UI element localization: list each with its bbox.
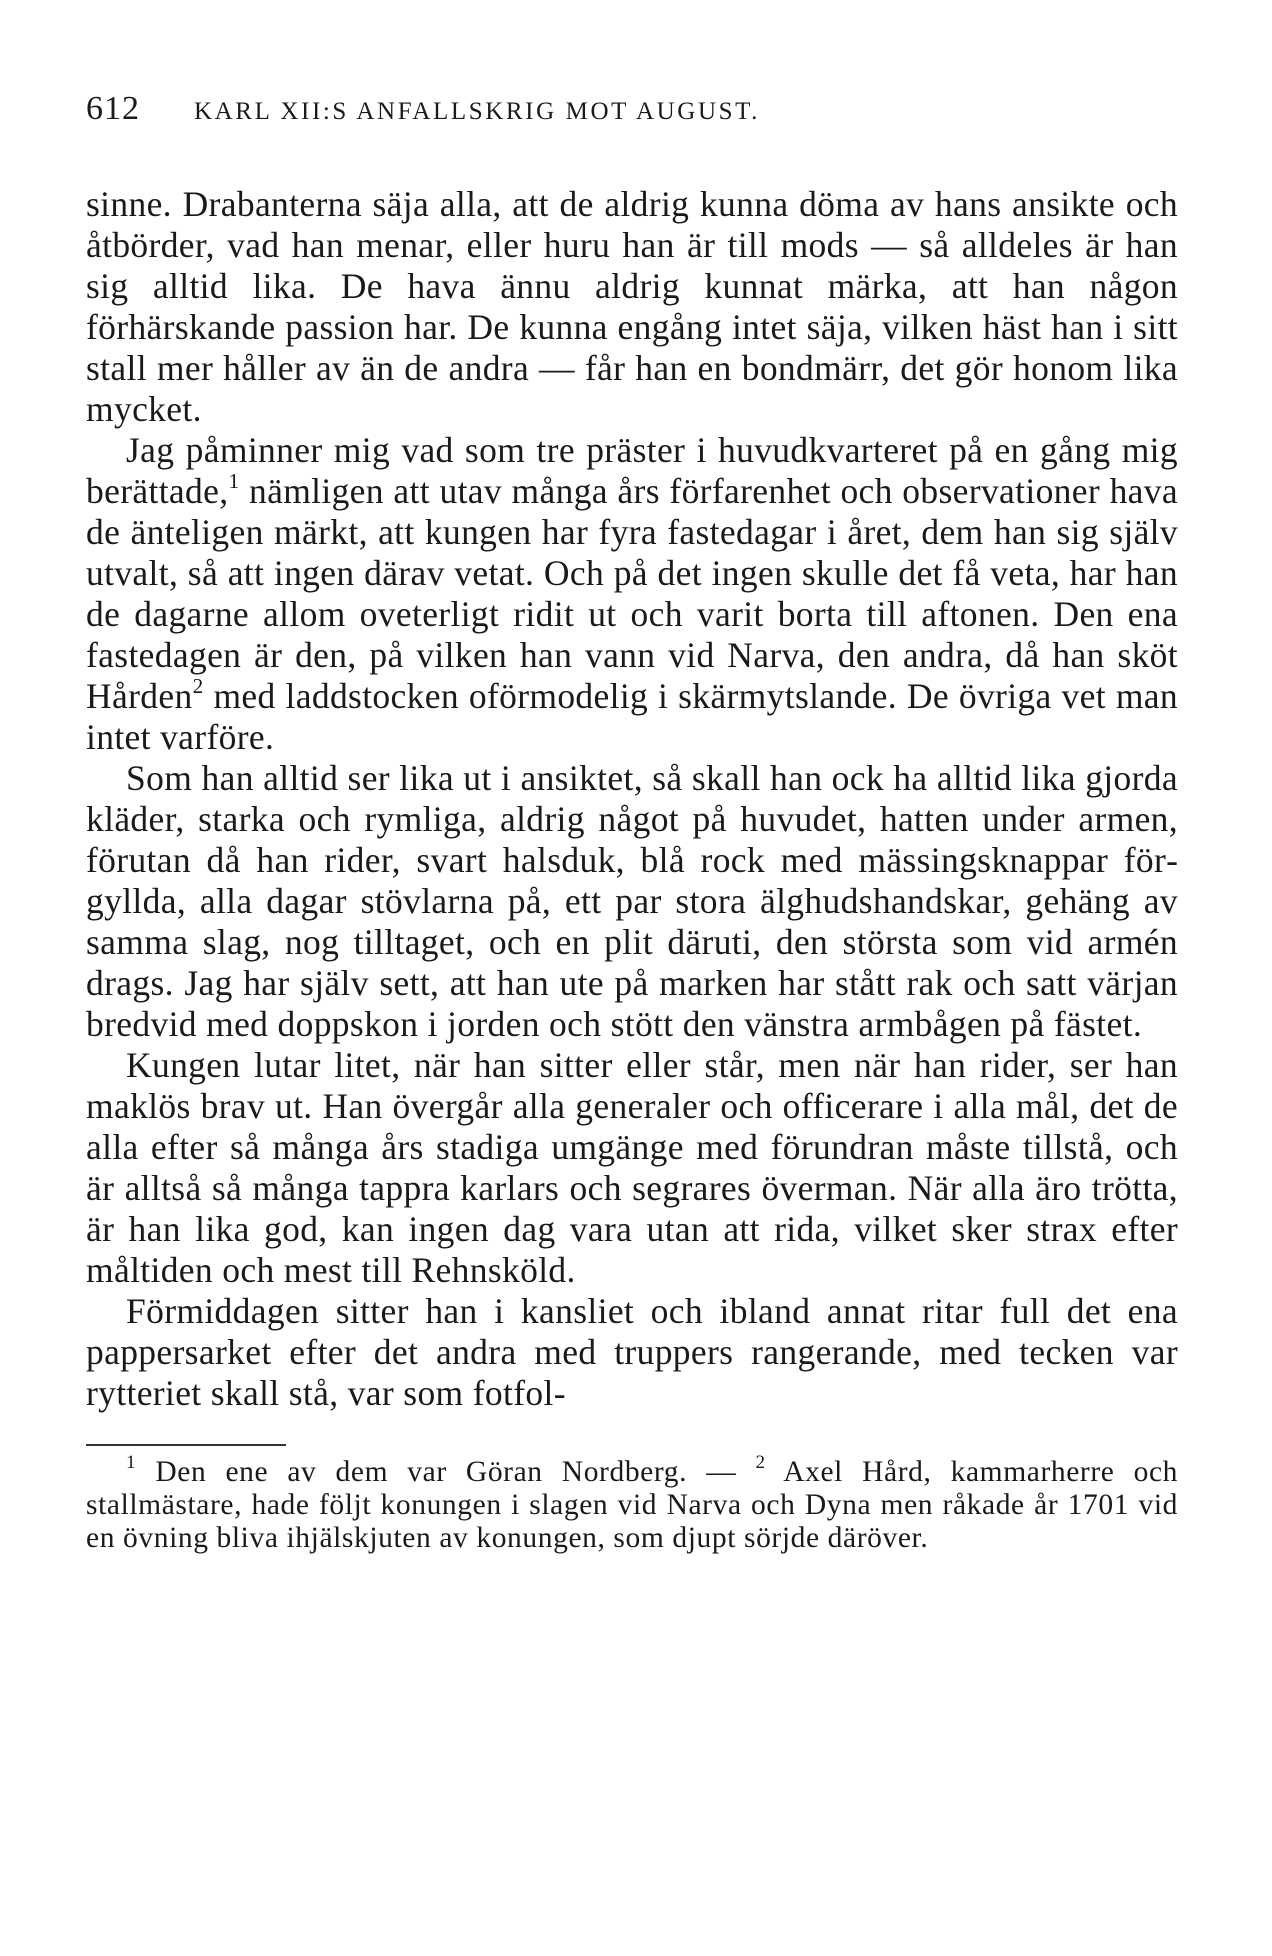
body-text	[86, 184, 1178, 1414]
paragraph-text: med laddstocken oförmodelig i skärmytslande. De övriga vet man intet varföre.	[86, 676, 1178, 757]
paragraph: Kungen lutar litet, när han sitter eller står, men när han rider, ser han maklös brav ut. Han övergår alla generaler och officerare i alla mål, det de alla efter så många års stadiga umgänge med förundran måste tillstå, och är alltså så många tappra karlars och segrares överman. När alla äro trötta, är han lika god, kan ingen dag vara utan att rida, vilket sker strax efter måltiden och mest till Rehnsköld.	[86, 1045, 1178, 1290]
paragraph: Som han alltid ser lika ut i ansiktet, så skall han ock ha alltid lika gjorda kläder, starka och rymliga, aldrig något på huvudet, hatten under armen, förutan då han rider, svart halsduk, blå rock med mässingsknappar förgyllda, alla dagar stövlarna på, ett par stora älghudshandskar, gehäng av samma slag, nog tilltaget, och en plit däruti, den största som vid armén drags. Jag har själv sett, att han ute på marken har stått rak och satt värjan bredvid med doppskon i jorden och stött den vänstra armbågen på fästet.	[86, 758, 1178, 1044]
page-number: 612	[86, 90, 140, 127]
footnote-reference: 2	[192, 674, 204, 699]
paragraph: sinne. Drabanterna säja alla, att de aldrig kunna döma av hans ansikte och åtbörder, vad han menar, eller huru han är till mods — så alldeles är han sig alltid lika. De hava ännu aldrig kunnat märka, att han någon förhärskande passion har. De kunna engång intet säja, vilken häst han i sitt stall mer håller av än de andra — får han en bondmärr, det gör honom lika mycket.	[86, 184, 1178, 429]
footnote-text: Den ene av dem var Göran Nordberg. —	[136, 1456, 756, 1488]
running-head: KARL XII:S ANFALLSKRIG MOT AUGUST.	[194, 98, 760, 125]
footnote-marker: 1	[126, 1452, 137, 1474]
footnote-marker: 2	[755, 1452, 766, 1474]
paragraph	[86, 430, 1178, 758]
book-page	[86, 90, 1178, 1555]
footnote-divider	[86, 1444, 286, 1446]
page-header	[86, 90, 1178, 150]
footnote-reference: 1	[228, 469, 240, 494]
paragraph-text: nämligen att utav många års förfarenhet och observationer hava de änteligen märkt, att kungen har fyra fastedagar i året, dem han sig själv utvalt, så att ingen därav vetat. Och på det ingen skulle det få veta, har han de dagarne allom oveterligt ridit ut och varit borta till aftonen. Den ena fastedagen är den, på vilken han vann vid Narva, den andra, då han sköt Hården	[86, 471, 1178, 716]
paragraph-text: Jag påminner mig vad som tre präster i huvudkvarteret på en gång mig berättade,	[86, 430, 1178, 511]
paragraph: Förmiddagen sitter han i kansliet och ibland annat ritar full det ena pappersarket efter det andra med truppers rangerande, med tecken var rytteriet skall stå, var som fotfol-	[86, 1291, 1178, 1413]
footnotes	[86, 1452, 1179, 1555]
footnote-text: Axel Hård, kammarherre och stallmästare, hade följt konungen i slagen vid Narva och Dyna men råkade år 1701 vid en övning bliva ihjälskjuten av konungen, som djupt sörjde däröver.	[86, 1456, 1179, 1554]
